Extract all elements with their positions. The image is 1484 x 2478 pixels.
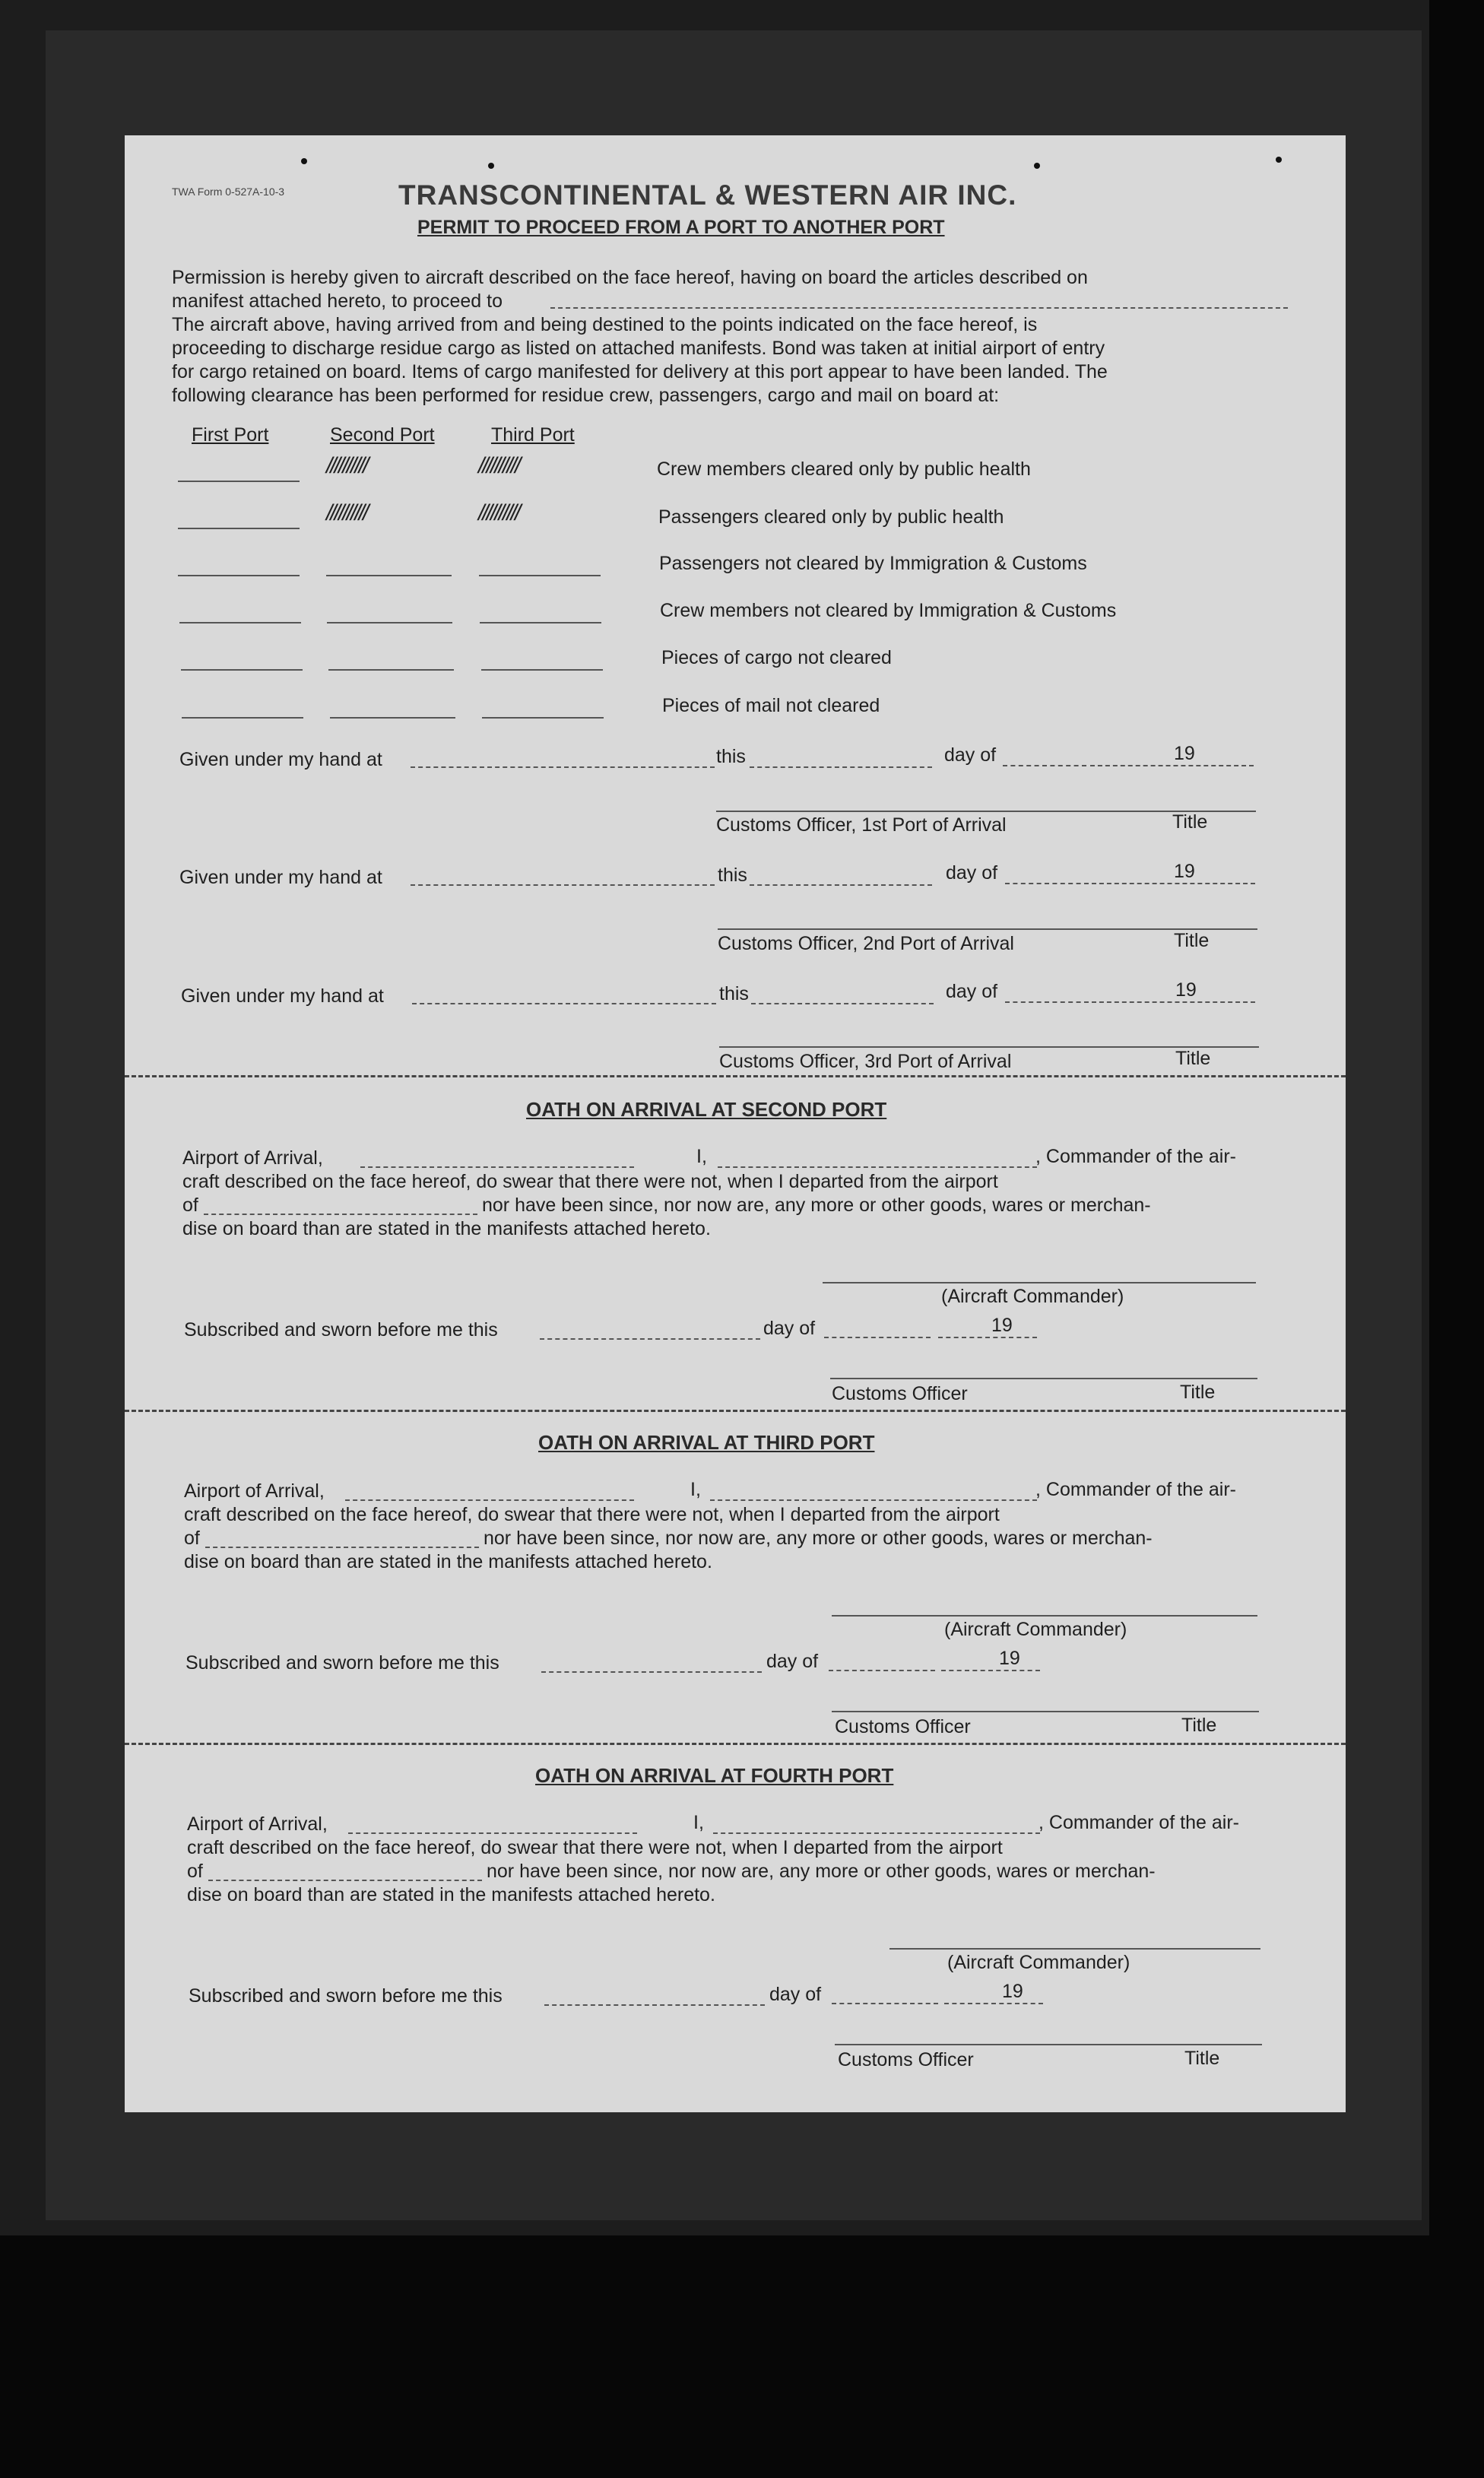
subscribed-blank[interactable] [541, 1671, 762, 1673]
first-port-blank[interactable] [182, 717, 303, 719]
subscribed-label: Subscribed and sworn before me this [184, 1319, 498, 1341]
day-of-blank[interactable] [824, 1337, 931, 1338]
customs-officer-label: Customs Officer [832, 1383, 968, 1404]
year-blank[interactable] [1092, 1001, 1255, 1003]
day-of-label: day of [946, 862, 998, 884]
year-label: 19 [999, 1648, 1020, 1669]
officer-label: Customs Officer, 1st Port of Arrival [716, 814, 1007, 836]
given-at-blank[interactable] [411, 766, 715, 768]
section-divider [125, 1410, 1346, 1412]
this-blank[interactable] [750, 884, 932, 886]
first-port-blank[interactable] [178, 575, 300, 576]
of-label: of [182, 1195, 198, 1216]
airport-of-arrival-label: Airport of Arrival, [182, 1147, 323, 1169]
commander-signature-line[interactable] [889, 1948, 1260, 1950]
title-label: Title [1181, 1715, 1217, 1736]
proceed-to-blank[interactable] [550, 307, 1288, 309]
this-label: this [718, 865, 747, 886]
officer-signature-line[interactable] [835, 2044, 1262, 2045]
intro-line: Permission is hereby given to aircraft described on the face hereof, having on board the articles described on [172, 267, 1088, 288]
oath-heading: OATH ON ARRIVAL AT FOURTH PORT [535, 1764, 894, 1787]
customs-officer-label: Customs Officer [838, 2049, 974, 2070]
year-blank[interactable] [1090, 765, 1254, 766]
subscribed-label: Subscribed and sworn before me this [186, 1652, 499, 1674]
given-at-blank[interactable] [411, 884, 715, 886]
title-label: Title [1175, 1048, 1211, 1069]
company-name: TRANSCONTINENTAL & WESTERN AIR INC. [398, 179, 1017, 211]
i-label: I, [696, 1146, 707, 1167]
day-of-blank[interactable] [832, 2003, 938, 2004]
first-port-blank[interactable] [181, 669, 303, 671]
ink-speck [1276, 157, 1282, 163]
of-label: of [187, 1861, 203, 1882]
clearance-label: Pieces of cargo not cleared [661, 647, 892, 668]
first-port-blank[interactable] [178, 481, 300, 482]
third-port-blank[interactable] [481, 669, 603, 671]
oath-line: craft described on the face hereof, do swear that there were not, when I departed from the airport [184, 1504, 1000, 1525]
day-of-label: day of [766, 1651, 819, 1672]
subscribed-blank[interactable] [544, 2004, 765, 2006]
aircraft-commander-label: (Aircraft Commander) [944, 1619, 1127, 1640]
year-blank[interactable] [938, 1337, 1037, 1338]
this-label: this [719, 983, 749, 1004]
third-port-blank[interactable] [480, 622, 601, 623]
this-blank[interactable] [750, 766, 932, 768]
oath-line: nor have been since, nor now are, any more or other goods, wares or merchan- [482, 1195, 1151, 1216]
hatch-marks: ////////// [478, 500, 519, 525]
first-port-blank[interactable] [179, 622, 301, 623]
third-port-blank[interactable] [482, 717, 604, 719]
airport-of-arrival-label: Airport of Arrival, [184, 1480, 325, 1502]
given-label: Given under my hand at [181, 985, 384, 1007]
of-label: of [184, 1528, 200, 1549]
title-label: Title [1174, 930, 1210, 951]
column-third-port: Third Port [491, 424, 575, 446]
commander-label: , Commander of the air- [1038, 1812, 1239, 1833]
this-label: this [716, 746, 746, 767]
title-label: Title [1184, 2048, 1220, 2069]
subscribed-blank[interactable] [540, 1338, 760, 1340]
column-second-port: Second Port [330, 424, 435, 446]
title-label: Title [1172, 811, 1208, 833]
airport-blank[interactable] [348, 1832, 637, 1834]
ink-speck [488, 163, 494, 169]
ink-speck [301, 158, 307, 164]
day-of-label: day of [944, 744, 997, 766]
oath-line: dise on board than are stated in the manifests attached hereto. [182, 1218, 711, 1239]
day-of-label: day of [946, 981, 998, 1002]
officer-signature-line[interactable] [830, 1378, 1257, 1379]
clearance-label: Pieces of mail not cleared [662, 695, 880, 716]
year-label: 19 [1174, 861, 1195, 882]
year-label: 19 [1175, 979, 1197, 1001]
second-port-blank[interactable] [330, 717, 455, 719]
commander-name-blank[interactable] [710, 1499, 1037, 1501]
oath-line: dise on board than are stated in the manifests attached hereto. [187, 1884, 715, 1905]
day-of-label: day of [769, 1984, 822, 2005]
airport-blank[interactable] [345, 1499, 634, 1501]
year-blank[interactable] [1092, 883, 1255, 884]
hatch-marks: ////////// [326, 500, 367, 525]
day-of-label: day of [763, 1318, 816, 1339]
oath-heading: OATH ON ARRIVAL AT THIRD PORT [538, 1431, 875, 1454]
commander-name-blank[interactable] [713, 1832, 1040, 1834]
year-label: 19 [1174, 743, 1195, 764]
i-label: I, [693, 1812, 704, 1833]
year-blank[interactable] [941, 1670, 1040, 1671]
intro-line: manifest attached hereto, to proceed to [172, 290, 503, 312]
oath-line: craft described on the face hereof, do swear that there were not, when I departed from the airport [187, 1837, 1003, 1858]
clearance-label: Crew members not cleared by Immigration & Customs [660, 600, 1117, 621]
document-page [125, 135, 1346, 2112]
hatch-marks: ////////// [478, 453, 519, 478]
ink-speck [1034, 163, 1040, 169]
year-label: 19 [1002, 1981, 1023, 2002]
day-of-blank[interactable] [1005, 883, 1089, 884]
departure-airport-blank[interactable] [204, 1214, 477, 1215]
intro-paragraph [172, 266, 1274, 408]
airport-of-arrival-label: Airport of Arrival, [187, 1813, 328, 1835]
commander-signature-line[interactable] [823, 1282, 1256, 1283]
year-blank[interactable] [944, 2003, 1043, 2004]
oath-line: craft described on the face hereof, do swear that there were not, when I departed from the airport [182, 1171, 998, 1192]
customs-officer-label: Customs Officer [835, 1716, 971, 1737]
officer-label: Customs Officer, 2nd Port of Arrival [718, 933, 1014, 954]
commander-name-blank[interactable] [718, 1166, 1037, 1168]
oath-line: nor have been since, nor now are, any more or other goods, wares or merchan- [484, 1528, 1153, 1549]
airport-blank[interactable] [360, 1166, 634, 1168]
intro-line: The aircraft above, having arrived from and being destined to the points indicated on the face hereof, is [172, 314, 1038, 335]
oath-line: nor have been since, nor now are, any more or other goods, wares or merchan- [487, 1861, 1156, 1882]
commander-signature-line[interactable] [832, 1615, 1257, 1617]
oath-line: dise on board than are stated in the manifests attached hereto. [184, 1551, 712, 1572]
section-divider [125, 1743, 1346, 1745]
hatch-marks: ////////// [326, 453, 367, 478]
first-port-blank[interactable] [178, 528, 300, 529]
oath-heading: OATH ON ARRIVAL AT SECOND PORT [526, 1098, 887, 1121]
permit-title: PERMIT TO PROCEED FROM A PORT TO ANOTHER PORT [417, 217, 945, 238]
given-at-blank[interactable] [412, 1003, 716, 1004]
day-of-blank[interactable] [829, 1670, 935, 1671]
aircraft-commander-label: (Aircraft Commander) [947, 1952, 1130, 1973]
i-label: I, [690, 1479, 701, 1500]
day-of-blank[interactable] [1003, 765, 1086, 766]
second-port-blank[interactable] [327, 622, 452, 623]
clearance-label: Crew members cleared only by public health [657, 458, 1031, 480]
given-label: Given under my hand at [179, 749, 382, 770]
third-port-blank[interactable] [479, 575, 601, 576]
given-label: Given under my hand at [179, 867, 382, 888]
commander-label: , Commander of the air- [1035, 1479, 1236, 1500]
aircraft-commander-label: (Aircraft Commander) [941, 1286, 1124, 1307]
second-port-blank[interactable] [326, 575, 452, 576]
departure-airport-blank[interactable] [208, 1880, 482, 1881]
title-label: Title [1180, 1382, 1216, 1403]
column-first-port: First Port [192, 424, 269, 446]
form-number: TWA Form 0-527A-10-3 [172, 186, 285, 198]
commander-label: , Commander of the air- [1035, 1146, 1236, 1167]
departure-airport-blank[interactable] [205, 1547, 479, 1548]
officer-signature-line[interactable] [832, 1711, 1259, 1712]
section-divider [125, 1075, 1346, 1077]
intro-line: following clearance has been performed for residue crew, passengers, cargo and mail on board at: [172, 385, 1000, 406]
day-of-blank[interactable] [1005, 1001, 1089, 1003]
officer-label: Customs Officer, 3rd Port of Arrival [719, 1051, 1012, 1072]
intro-line: for cargo retained on board. Items of cargo manifested for delivery at this port appear to have been landed. The [172, 361, 1108, 382]
this-blank[interactable] [751, 1003, 934, 1004]
intro-line: proceeding to discharge residue cargo as listed on attached manifests. Bond was taken at initial airport of entry [172, 338, 1105, 359]
clearance-label: Passengers cleared only by public health [658, 506, 1004, 528]
second-port-blank[interactable] [328, 669, 454, 671]
clearance-label: Passengers not cleared by Immigration & Customs [659, 553, 1087, 574]
subscribed-label: Subscribed and sworn before me this [189, 1985, 503, 2007]
year-label: 19 [991, 1315, 1013, 1336]
